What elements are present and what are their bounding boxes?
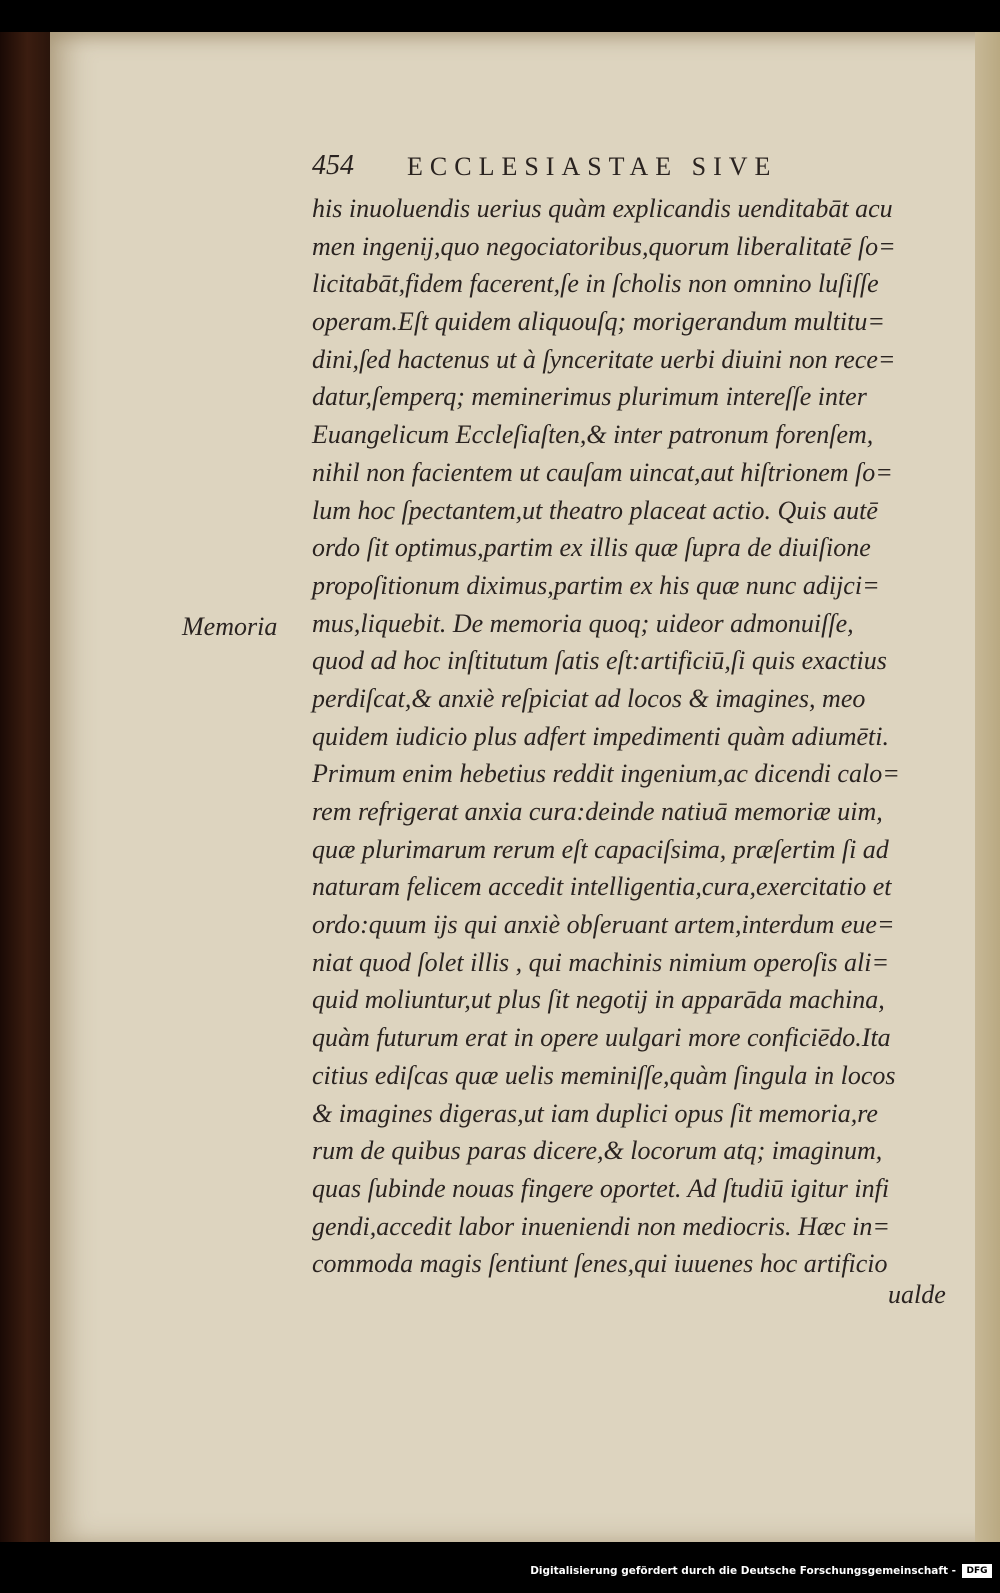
text-line: Euangelicum Eccleſiaſten,& inter patronum forenſem,: [312, 420, 874, 450]
text-line: ordo ſit optimus,partim ex illis quæ ſupra de diuiſione: [312, 533, 871, 563]
book-binding: [0, 32, 50, 1542]
text-line: rem refrigerat anxia cura:deinde natiuā memoriæ uim,: [312, 797, 883, 826]
text-line: datur,ſemperq; meminerimus plurimum intereſſe inter: [312, 382, 867, 412]
running-title: ECCLESIASTAE SIVE: [407, 152, 778, 181]
text-line: quæ plurimarum rerum eſt capaciſsima, præſertim ſi ad: [312, 834, 889, 864]
dfg-logo: DFG: [962, 1564, 992, 1578]
text-line: citius ediſcas quæ uelis meminiſſe,quàm ſingula in locos: [312, 1060, 896, 1090]
margin-note: Memoria: [182, 612, 278, 641]
text-line: his inuoluendis uerius quàm explicandis uenditabāt acu: [312, 194, 893, 223]
text-line: ordo:quum ijs qui anxiè obſeruant artem,interdum eue=: [312, 910, 895, 940]
page-header: [312, 150, 882, 190]
page-number: 454: [312, 150, 354, 181]
text-line: quod ad hoc inſtitutum ſatis eſt:artificiū,ſi quis exactius: [312, 646, 887, 676]
text-line: quàm futurum erat in opere uulgari more conficiēdo.Ita: [312, 1023, 891, 1053]
text-line: naturam felicem accedit intelligentia,cura,exercitatio et: [312, 872, 892, 902]
text-line: lum hoc ſpectantem,ut theatro placeat actio. Quis autē: [312, 495, 878, 525]
footer-bar: [0, 1545, 1000, 1593]
text-line: nihil non facientem ut cauſam uincat,aut hiſtrionem ſo=: [312, 457, 893, 487]
text-line: propoſitionum diximus,partim ex his quæ nunc adijci=: [312, 570, 880, 600]
text-line: operam.Eſt quidem aliquouſq; morigerandum multitu=: [312, 307, 885, 337]
text-line: perdiſcat,& anxiè reſpiciat ad locos & imagines, meo: [312, 683, 866, 713]
text-line: Primum enim hebetius reddit ingenium,ac dicendi calo=: [312, 759, 900, 789]
funding-credit: Digitalisierung gefördert durch die Deutsche Forschungsgemeinschaft -: [530, 1565, 956, 1577]
catchword: ualde: [888, 1280, 946, 1309]
text-line: licitabāt,fidem facerent,ſe in ſcholis non omnino luſiſſe: [312, 269, 879, 299]
facing-page-edge: [975, 32, 1000, 1542]
text-line: commoda magis ſentiunt ſenes,qui iuuenes hoc artificio: [312, 1249, 888, 1279]
text-line: mus,liquebit. De memoria quoq; uideor admonuiſſe,: [312, 608, 854, 638]
text-line: quidem iudicio plus adfert impedimenti quàm adiumēti.: [312, 721, 889, 751]
text-line: niat quod ſolet illis , qui machinis nimium operoſis ali=: [312, 947, 890, 977]
text-line: men ingenij,quo negociatoribus,quorum liberalitatē ſo=: [312, 231, 896, 261]
text-line: quid moliuntur,ut plus ſit negotij in apparāda machina,: [312, 985, 885, 1015]
text-line: rum de quibus paras dicere,& locorum atq; imaginum,: [312, 1136, 883, 1166]
body-text: [312, 190, 962, 1283]
text-line: quas ſubinde nouas fingere oportet. Ad ſtudiū igitur infi: [312, 1173, 890, 1203]
text-line: dini,ſed hactenus ut à ſynceritate uerbi diuini non rece=: [312, 344, 896, 374]
text-line: gendi,accedit labor inueniendi non mediocris. Hæc in=: [312, 1211, 890, 1241]
text-line: & imagines digeras,ut iam duplici opus ſit memoria,re: [312, 1098, 878, 1128]
